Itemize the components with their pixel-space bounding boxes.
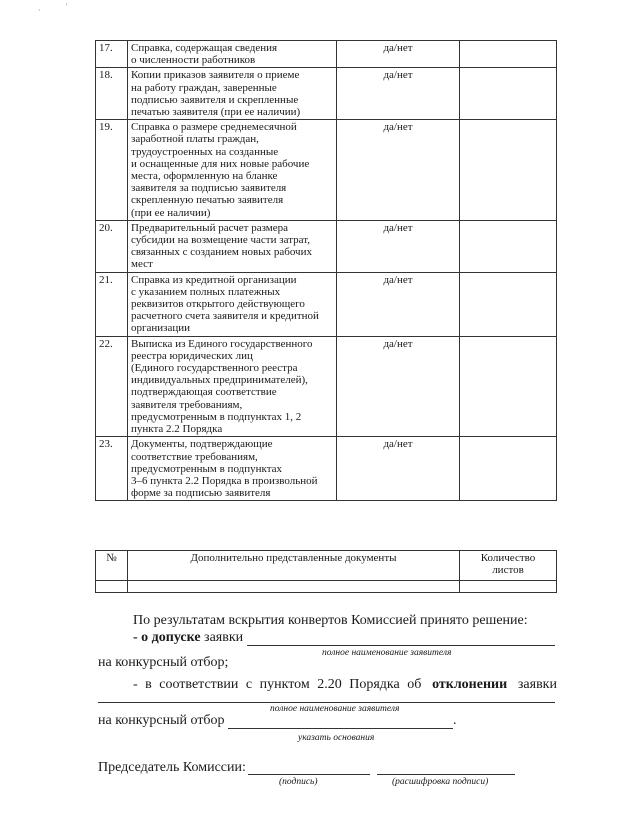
row-empty-cell	[460, 272, 557, 336]
reject-hint: полное наименование заявителя	[270, 704, 400, 714]
document-name-line: 3–6 пункта 2.2 Порядка в произвольной	[131, 474, 318, 487]
col-number-header: №	[96, 551, 128, 581]
document-name-line: мест	[131, 258, 153, 271]
signature-decode-hint: (расшифровка подписи)	[392, 777, 489, 787]
signature-line[interactable]	[248, 774, 370, 775]
document-name-line: о численности работников	[131, 54, 256, 67]
empty-cell	[96, 581, 128, 593]
col-documents-header: Дополнительно представленные документы	[128, 551, 460, 581]
document-name-line: подписью заявителя и скрепленные	[131, 93, 299, 106]
document-name-line: подтверждающая соответствие	[131, 386, 277, 399]
row-document-name	[128, 336, 337, 437]
document-name-line: на работу граждан, заверенные	[131, 81, 277, 94]
row-number: 19.	[96, 120, 128, 221]
document-name-line: предусмотренным в подпунктах	[131, 462, 283, 475]
document-name-line: места, оформленную на бланке	[131, 170, 278, 183]
table-row	[96, 120, 557, 221]
row-presence-value: да/нет	[337, 41, 460, 68]
signature-decode-line[interactable]	[377, 774, 515, 775]
document-name-line: расчетного счета заявителя и кредитной	[131, 310, 319, 323]
document-name-line: заявителя требованиям,	[131, 398, 243, 411]
row-document-name	[128, 41, 337, 68]
row-presence-value: да/нет	[337, 437, 460, 501]
row-presence-value: да/нет	[337, 336, 460, 437]
document-name-line: предусмотренным в подпунктах 1, 2	[131, 410, 302, 423]
row-presence-value: да/нет	[337, 120, 460, 221]
document-name-line: Выписка из Единого государственного	[131, 337, 313, 350]
document-name-line: печатью заявителя (при ее наличии)	[131, 106, 301, 119]
document-name-line: Справка о размере среднемесячной	[131, 121, 297, 134]
document-name-line: (при ее наличии)	[131, 206, 211, 219]
empty-cell	[128, 581, 460, 593]
document-name-line: скрепленную печатью заявителя	[131, 194, 284, 207]
col-count-header: Количество листов	[460, 551, 557, 581]
empty-cell	[460, 581, 557, 593]
row-document-name	[128, 272, 337, 336]
row-number: 22.	[96, 336, 128, 437]
row-empty-cell	[460, 41, 557, 68]
document-name-line: трудоустроенных на созданные	[131, 145, 279, 158]
document-name-line: Справка, содержащая сведения	[131, 42, 278, 54]
document-name-line: и оснащенные для них новые рабочие	[131, 157, 310, 170]
document-name-line: Справка из кредитной организации	[131, 273, 297, 286]
row-presence-value: да/нет	[337, 220, 460, 272]
row-empty-cell	[460, 120, 557, 221]
table-row	[96, 68, 557, 120]
document-name-line: заработной платы граждан,	[131, 133, 259, 146]
table-row	[96, 272, 557, 336]
row-document-name	[128, 437, 337, 501]
document-name-line: Документы, подтверждающие	[131, 438, 273, 451]
reject-end: .	[453, 713, 457, 728]
row-number: 23.	[96, 437, 128, 501]
table-row	[96, 437, 557, 501]
decision-intro: По результатам вскрытия конвертов Комиссией принято решение:	[133, 613, 528, 628]
signature-hint: (подпись)	[279, 777, 318, 787]
document-name-line: реквизитов открытого действующего	[131, 298, 305, 311]
document-name-line: соответствие требованиям,	[131, 450, 258, 463]
reject-line: - в соответствии с пунктом 2.20 Порядка об отклонении заявки	[133, 677, 557, 692]
row-number: 17.	[96, 41, 128, 68]
documents-table	[95, 40, 557, 501]
chairman-label: Председатель Комиссии:	[98, 760, 246, 775]
document-name-line: форме за подписью заявителя	[131, 487, 271, 500]
row-empty-cell	[460, 68, 557, 120]
reason-line[interactable]	[228, 728, 453, 729]
row-document-name	[128, 120, 337, 221]
admit-line: - о допуске заявки	[133, 630, 244, 645]
reject-tail: на конкурсный отбор	[98, 713, 225, 728]
row-empty-cell	[460, 437, 557, 501]
row-number: 18.	[96, 68, 128, 120]
reason-hint: указать основания	[298, 733, 375, 743]
row-empty-cell	[460, 220, 557, 272]
row-presence-value: да/нет	[337, 272, 460, 336]
document-name-line: связанных с созданием новых рабочих	[131, 246, 312, 259]
document-name-line: пункта 2.2 Порядка	[131, 423, 223, 436]
document-name-line: заявителя за подписью заявителя	[131, 182, 287, 195]
admit-tail: на конкурсный отбор;	[98, 655, 229, 670]
row-presence-value: да/нет	[337, 68, 460, 120]
admit-hint: полное наименование заявителя	[322, 648, 452, 658]
reject-applicant-line[interactable]	[98, 702, 555, 703]
document-name-line: организации	[131, 322, 191, 335]
row-number: 20.	[96, 220, 128, 272]
document-name-line: индивидуальных предпринимателей),	[131, 374, 308, 387]
additional-documents-table	[95, 550, 557, 593]
document-name-line: (Единого государственного реестра	[131, 362, 298, 375]
table-row	[96, 41, 557, 68]
document-name-line: Копии приказов заявителя о приеме	[131, 69, 300, 82]
scan-speck: '	[66, 2, 68, 11]
row-document-name	[128, 220, 337, 272]
document-name-line: Предварительный расчет размера	[131, 221, 289, 234]
row-number: 21.	[96, 272, 128, 336]
table-row	[96, 336, 557, 437]
row-empty-cell	[460, 336, 557, 437]
scan-speck: ·	[38, 6, 41, 15]
document-name-line: реестра юридических лиц	[131, 349, 253, 362]
admit-applicant-line[interactable]	[247, 645, 555, 646]
row-document-name	[128, 68, 337, 120]
document-name-line: субсидии на возмещение части затрат,	[131, 234, 310, 247]
document-name-line: с указанием полных платежных	[131, 285, 281, 298]
table-row	[96, 220, 557, 272]
